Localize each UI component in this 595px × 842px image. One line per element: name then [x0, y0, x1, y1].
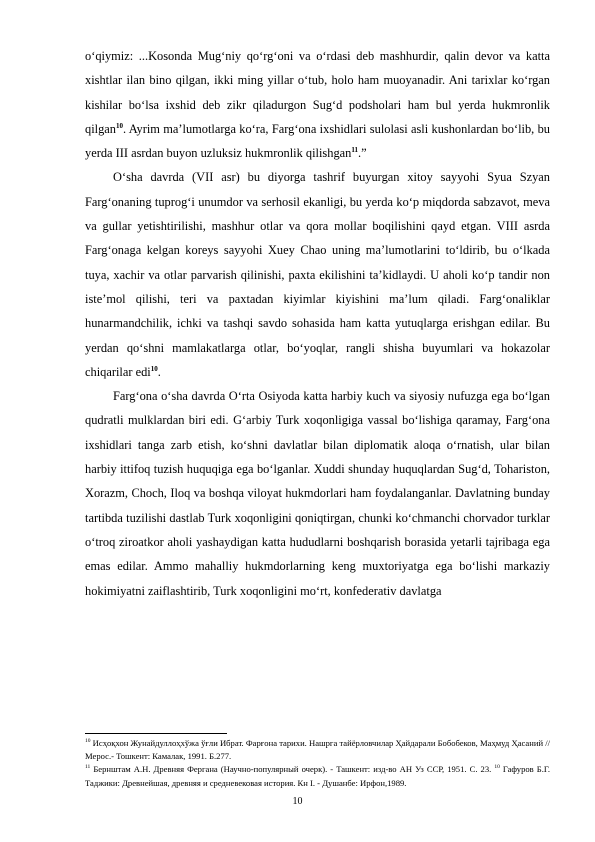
footnote-text: Гафуров Б.Г. Таджики: Древнейшая, древняя и средневековая история. Кн I. - Душанбе: Ирфон,1989.	[85, 764, 550, 788]
footnote-ref[interactable]: 10	[115, 121, 123, 130]
paragraph-text: . Ayrim ma’lumotlarga ko‘ra, Farg‘ona ixshidlari sulolasi asli kushonlardan bo‘lib, bu yerda III asrdan buyon uzluksiz hukmronlik qilishgan	[85, 121, 550, 161]
footnote-2	[85, 763, 550, 789]
paragraph-2	[85, 165, 550, 384]
footnote-ref[interactable]: 10	[150, 364, 158, 373]
footnote-ref[interactable]: 11	[351, 146, 358, 155]
paragraph-3	[85, 384, 550, 603]
footnote-number: 10	[494, 764, 500, 771]
paragraph-text: .	[157, 364, 161, 379]
footnotes	[85, 737, 550, 790]
page-number: 10	[292, 796, 303, 807]
body-text	[85, 44, 550, 603]
footnote-text: Исҳоқхон Жунайдуллоҳхўжа ўғли Ибрат. Фарғона тарихи. Нашрга тайёрловчилар Ҳайдарали Бобобеков, Маҳмуд Ҳасаний // Мерос.- Тошкент: Камалак, 1991. Б.277.	[85, 738, 550, 762]
paragraph-text: O‘sha davrda (VII asr) bu diyorga tashrif buyurgan xitoy sayyohi Syua Szyan Farg‘onaning tuprog‘i unumdor va serhosil ekanligi, bu yerda ko‘p miqdorda sabzavot, meva va gullar yetishtirilishi, mashhur otlar va qora mollar boqilishini qayd etgan. VIII asrda Farg‘onaga kelgan koreys sayyohi Xuey Chao uning ma’lumotlarini to‘ldirib, bu o‘lkada tuya, xachir va otlar parvarish qilinishi, paxta ekilishini ta’kidlaydi. U aholi ko‘p tandir non iste’mol qilishi, teri va paxtadan kiyimlar kiyishini ma’lum qiladi. Farg‘onaliklar hunarmandchilik, ichki va tashqi savdo sohasida ham katta yutuqlarga erishgan edilar. Bu yerdan qo‘shni mamlakatlarga otlar, bo‘yoqlar, rangli shisha buyumlari va hokazolar chiqarilar edi	[85, 170, 550, 379]
paragraph-text: Farg‘ona o‘sha davrda O‘rta Osiyoda katta harbiy kuch va siyosiy nufuzga ega bo‘lgan qudratli mulklardan biri edi. G‘arbiy Turk xoqonligiga vassal bo‘lishiga qaramay, Farg‘ona ixshidlari tanga zarb etish, ko‘shni davlatlar bilan diplomatik aloqa o‘rnatish, ular bilan harbiy ittifoq tuzish huquqiga ega bo‘lganlar. Xuddi shunday huquqlardan Sug‘d, Tohariston, Xorazm, Choch, Iloq va boshqa viloyat hukmdorlari ham foydalanganlar. Davlatning bunday tartibda tuzilishi dastlab Turk xoqonligini qoniqtirgan, chunki ko‘chmanchi chorvador turklar o‘troq ziroatkor aholi yashaydigan katta hududlarni boshqarish borasida yetarli tajribaga ega emas edilar. Ammo mahalliy hukmdorlarning keng muxtoriyatga ega bo‘lishi markaziy hokimiyatni zaiflashtirib, Turk xoqonligini mo‘rt, konfederativ davlatga	[85, 389, 550, 598]
footnote-number: 11	[85, 764, 91, 771]
footnote-text: Бернштам А.Н. Древняя Фергана (Научно-популярный очерк). - Ташкент: изд-во АН Уз ССР, 1951. С. 23.	[90, 764, 495, 775]
footnote-number: 10	[85, 738, 91, 745]
paragraph-1	[85, 44, 550, 165]
paragraph-text: .”	[357, 146, 367, 161]
paragraph-text: o‘qiymiz: ...Kosonda Mug‘niy qo‘rg‘oni va o‘rdasi deb mashhurdir, qalin devor va katta xishtlar ilan bino qilgan, ikki ming yillar o‘tub, holo ham muoyanadir. Ani tarixlar ko‘rgan kishilar bo‘lsa ixshid deb zikr qiladurgon Sug‘d podsholari ham bul yerda hukmronlik qilgan	[85, 49, 550, 136]
footnote-separator	[85, 733, 227, 734]
footnote-1	[85, 737, 550, 763]
